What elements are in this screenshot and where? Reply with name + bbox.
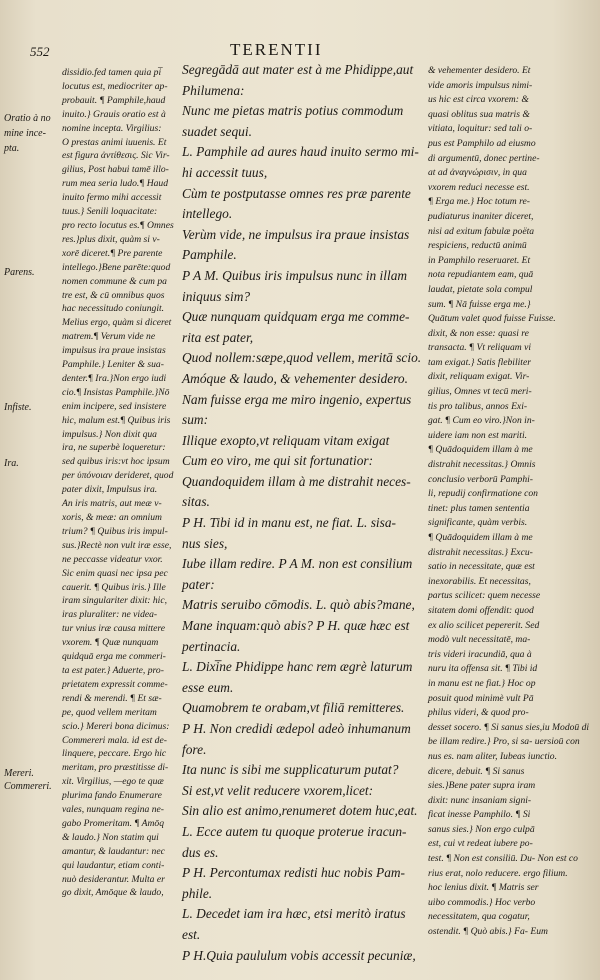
verse-line: P H. Non credidi ædepol adeò inhumanum: [182, 721, 411, 736]
commentary-line: sus.}Rectè non vult iræ esse,: [62, 539, 172, 551]
verse-line: P H.Quia paululum vobis accessit pecuniæ,: [182, 947, 416, 963]
commentary-line: hic, malum est.¶ Quibus iris: [62, 414, 171, 426]
commentary-line: rius erat, nolo reducere. ergo filium.: [428, 867, 568, 879]
commentary-line: nisi ad exitum fabulæ poëta: [428, 225, 535, 237]
commentary-line: philus videri, & quod pro-: [428, 707, 529, 719]
commentary-line: gabo Promeritam. ¶ Amōq: [62, 817, 165, 829]
commentary-line: ira, ne superbè loqueretur:: [62, 442, 166, 454]
commentary-line: rendi & merendi. ¶ Et sæ-: [62, 692, 162, 704]
commentary-line: inuito.} Grauis oratio est à: [62, 108, 166, 120]
verse-line: rita est pater,: [182, 329, 254, 345]
commentary-line: hoc lenius dixit. ¶ Matris ser: [428, 882, 539, 894]
margin-note: pta.: [4, 143, 20, 154]
commentary-line: vales, nunquam regina ne-: [62, 804, 164, 816]
verse-line: sitas.: [182, 494, 210, 510]
verse-line: Cum eo viro, me qui sit fortunatior:: [182, 453, 374, 469]
commentary-line: pudiaturus inaniter diceret,: [428, 210, 534, 222]
commentary-line: per ὑπόνοιαν derideret, quod: [62, 470, 174, 482]
commentary-line: us hic est circa vxorem: &: [428, 94, 529, 106]
verse-line: Cùm te postputasse omnes res præ parente: [182, 185, 411, 201]
verse-line: Illique exopto,vt reliquam vitam exigat: [182, 432, 390, 448]
commentary-line: qui laudantur, etiam conti-: [62, 859, 165, 871]
verse-line: Quod nollem:sæpe,quod vellem, meritā scio.: [182, 350, 422, 366]
commentary-line: prietatem expressit comme-: [62, 678, 168, 690]
commentary-line: nomine incepta. Virgilius:: [62, 122, 162, 134]
verse-line: sum:: [182, 412, 209, 428]
commentary-line: dixit, & non esse: quasi re: [428, 327, 529, 339]
verse-line: Pamphile.: [182, 247, 237, 263]
commentary-line: in Pamphilo reseruaret. Et: [428, 254, 531, 266]
verse-line: Sin alio est animo,renumeret dotem huc,eat.: [182, 803, 418, 819]
commentary-line: probauit. ¶ Pamphile,haud: [62, 94, 166, 106]
commentary-line: ex alio scilicet pepererit. Sed: [428, 619, 540, 631]
commentary-line: dicere, debuit. ¶ Si sanus: [428, 765, 525, 777]
commentary-line: vitiata, loquitur: sed tali o-: [428, 123, 533, 135]
commentary-line: tris videri iracundiā, qua à: [428, 648, 532, 660]
commentary-right-column: [428, 64, 596, 940]
commentary-line: quasi oblitus sua matris &: [428, 108, 530, 120]
commentary-line: enim incipere, sed insistere: [62, 400, 167, 412]
margin-note: Ira.: [4, 458, 19, 469]
commentary-line: modò vult necessitatē, ma-: [428, 634, 531, 646]
commentary-line: respiciens, reductū animū: [428, 240, 527, 252]
commentary-line: di argumentū, donec pertine-: [428, 152, 540, 164]
commentary-line: sed quibus iris:vt hoc ipsum: [62, 456, 170, 468]
folio-number: 552: [30, 44, 50, 59]
verse-line: L. Decedet iam ira hæc, etsi meritò iratus: [182, 906, 406, 922]
verse-line: pertinacia.: [182, 638, 241, 654]
commentary-line: Melius ergo, quàm si diceret: [62, 317, 172, 329]
commentary-line: gat. ¶ Cum eo viro.}Non in-: [428, 415, 535, 427]
commentary-line: hac necessitudo coniungit.: [62, 303, 165, 315]
commentary-line: linquere, peccare. Ergo hic: [62, 748, 167, 760]
commentary-line: Pamphile.} Leniter & sua-: [62, 359, 164, 371]
commentary-line: ¶ Quādoquidem illam à me: [428, 532, 533, 543]
margin-note: Parens.: [4, 267, 35, 278]
verse-line: Ita nunc is sibi me supplicaturum putat?: [182, 762, 399, 778]
commentary-line: inexorabilis. Et necessitas,: [428, 575, 531, 587]
verse-line: Matris seruibo cōmodis. L. quò abis?mane,: [182, 597, 415, 613]
verse-line: Iube illam redire. P A M. non est consilium: [182, 556, 413, 572]
commentary-line: satio in necessitate, quæ est: [428, 561, 535, 573]
verse-line: Mane inquam:quò abis? P H. quæ hæc est: [182, 618, 410, 634]
commentary-line: nomen commune & cum pa: [62, 275, 167, 287]
commentary-line: gilius, Omnes vt tecū meri-: [428, 386, 532, 398]
verse-line: L. Dixi̅ne Phidippe hanc rem ægrè laturum: [182, 659, 413, 675]
commentary-line: in manu est ne fiat.} Hoc op: [428, 677, 536, 689]
commentary-line: vide amoris impulsus nimi-: [428, 79, 533, 91]
commentary-line: pe, quod vellem meritam: [62, 706, 157, 718]
verse-line: Si est,vt velit reducere vxorem,licet:: [182, 782, 374, 798]
commentary-line: sum. ¶ Nā fuisse erga me.}: [428, 298, 531, 310]
verse-line: Quandoquidem illam à me distrahit neces-: [182, 473, 411, 489]
commentary-line: cauerit. ¶ Quibus iris.} Ille: [62, 581, 166, 593]
commentary-line: tinet: plus tamen sententia: [428, 502, 530, 514]
verse-line: L. Pamphile ad aures haud inuito sermo mi-: [182, 144, 419, 160]
margin-note: mine ince-: [4, 128, 46, 139]
commentary-line: xoris, & meæ: an omnium: [62, 512, 162, 523]
commentary-line: quidquā erga me commeri-: [62, 651, 166, 663]
commentary-line: nota repudiantem eam, quā: [428, 269, 534, 281]
commentary-line: xit. Virgilius, —ego te quæ: [62, 776, 164, 788]
commentary-line: nuru ita offensa sit. ¶ Tibi id: [428, 663, 538, 675]
verse-line: esse eum.: [182, 679, 234, 695]
commentary-line: pus est Pamphilo ad eiusmo: [428, 137, 536, 149]
commentary-line: dixit: nunc insaniam signi-: [428, 794, 532, 806]
commentary-line: distrahit necessitas.} Omnis: [428, 459, 536, 471]
verse-line: Quæ nunquam quidquam erga me comme-: [182, 309, 410, 325]
verse-line: fore.: [182, 741, 207, 757]
commentary-line: at ad ἀναγνώρισιν, in qua: [428, 167, 527, 179]
commentary-line: ostendit. ¶ Quò abis.} Fa- Eum: [428, 926, 548, 938]
commentary-line: est figura ἀντίθεσις. Sic Vir-: [62, 150, 170, 162]
commentary-line: xorē diceret.¶ Pre parente: [62, 247, 163, 259]
verse-line: Nam fuisse erga me miro ingenio, expertus: [182, 391, 412, 407]
commentary-line: Commereri mala. id est de-: [62, 734, 167, 746]
commentary-line: intellego.}Bene parēte:quod: [62, 261, 171, 273]
commentary-line: impulsus ira praue insistas: [62, 345, 166, 357]
commentary-line: rum mea seria ludo.¶ Haud: [62, 178, 169, 190]
play-text-column: [182, 60, 422, 966]
commentary-line: matrem.¶ Verum vide ne: [62, 331, 156, 343]
verse-line: P H. Tibi id in manu est, ne fiat. L. sisa-: [182, 515, 397, 531]
verse-line: suadet sequi.: [182, 123, 252, 139]
verse-line: pater:: [182, 576, 215, 592]
commentary-line: necessitatem, qua cogatur,: [428, 911, 530, 923]
commentary-line: dixit, reliquam exigat. Vir-: [428, 371, 530, 383]
verse-line: hi accessit tuus,: [182, 164, 268, 180]
commentary-line: res.}plus dixit, quàm si v-: [62, 233, 160, 245]
commentary-line: dissidio.fed tamen quia pi̅: [62, 67, 162, 78]
commentary-line: gilius, Post habui tamē illo-: [62, 164, 169, 176]
verse-line: intellego.: [182, 206, 233, 222]
commentary-line: nuò desiderantur. Multa er: [62, 873, 165, 885]
commentary-line: tam exigat.} Satis flebiliter: [428, 356, 531, 368]
commentary-line: desset socero. ¶ Si sanus sies,iu Modoū di: [428, 721, 590, 733]
commentary-line: posuit quod minimè vult Pā: [428, 692, 534, 704]
commentary-line: denter.¶ Ira.}Non ergo iudi: [62, 372, 167, 384]
verse-line: Philumena:: [182, 82, 245, 98]
commentary-line: partus scilicet: quem necesse: [428, 590, 541, 602]
commentary-line: meritam, pro præstitisse di-: [62, 762, 169, 774]
commentary-line: test. ¶ Non est consiliū. Du- Non est co: [428, 853, 578, 865]
margin-note: Oratio à no: [4, 113, 51, 124]
commentary-line: tre est, & cū omnibus quos: [62, 289, 165, 301]
commentary-line: trium? ¶ Quibus iris impul-: [62, 525, 168, 537]
margin-note: Infiste.: [4, 402, 32, 413]
commentary-line: conclusio verborū Pamphi-: [428, 473, 533, 485]
commentary-line: ta est pater.} Aduerte, pro-: [62, 664, 164, 676]
verse-line: Quamobrem te orabam,vt filiā remitteres.: [182, 700, 405, 716]
commentary-line: sitatem domi offendit: quod: [428, 604, 534, 616]
commentary-line: tis pro talibus, annos Exi-: [428, 400, 528, 412]
commentary-line: scio.} Mereri bona dicimus:: [62, 720, 170, 732]
commentary-line: tur vnius iræ causa mittere: [62, 623, 166, 635]
verse-line: iniquus sim?: [182, 288, 251, 304]
commentary-line: An iris matris, aut meæ v-: [62, 498, 162, 510]
commentary-line: sanus sies.} Non ergo culpā: [428, 823, 535, 835]
commentary-line: ne peccasse videatur vxor.: [62, 553, 163, 565]
commentary-line: O prestas animi iuuenis. Et: [62, 136, 167, 148]
running-head: TERENTII: [230, 40, 323, 59]
commentary-line: tuus.} Senili loquacitate:: [62, 206, 158, 218]
commentary-line: iram singulariter dixit: hic,: [62, 595, 167, 607]
verse-line: Nunc me pietas matris potius commodum: [182, 103, 404, 119]
commentary-line: & laudo.} Non statim qui: [62, 831, 159, 843]
commentary-line: pater dixit, Impulsus ira.: [62, 484, 158, 496]
commentary-line: cio.¶ Insistas Pamphile.}Nō: [62, 386, 170, 398]
verse-line: Segregādā aut mater est à me Phidippe,aut: [182, 62, 414, 77]
commentary-line: go dixit, Amōque & laudo,: [62, 887, 164, 899]
commentary-line: laudat, pietate sola compul: [428, 283, 533, 295]
commentary-line: vxorem. ¶ Quæ nunquam: [62, 637, 159, 649]
commentary-line: significante, quàm verbis.: [428, 517, 528, 529]
verse-line: Verùm vide, ne impulsus ira praue insistas: [182, 226, 410, 242]
commentary-line: ficat inesse Pamphilo. ¶ Si: [428, 809, 531, 821]
verse-line: est.: [182, 926, 201, 942]
commentary-line: distrahit necessitas.} Excu-: [428, 546, 533, 558]
commentary-line: sies.}Bene pater supra iram: [428, 780, 536, 792]
commentary-line: iras pluraliter: ne videa-: [62, 609, 158, 621]
commentary-line: Quātum valet quod fuisse Fuisse.: [428, 313, 556, 325]
commentary-line: transacta. ¶ Vt reliquam vi: [428, 342, 531, 354]
commentary-line: pro recto locutus es.¶ Omnes: [62, 219, 174, 231]
commentary-line: impulsus.} Non dixit qua: [62, 428, 157, 440]
commentary-line: est, cui vt redeat iubere po-: [428, 838, 533, 850]
commentary-line: amantur, & laudantur: nec: [62, 845, 165, 857]
commentary-line: ¶ Quādoquidem illam à me: [428, 444, 533, 456]
verse-line: nus sies,: [182, 535, 228, 551]
commentary-line: vxorem reduci necesse est.: [428, 181, 530, 193]
commentary-line: & vehementer desidero. Et: [428, 65, 531, 76]
commentary-line: plurima fando Enumerare: [62, 790, 162, 802]
commentary-line: Sic enim quasi nec ipsa pec: [62, 567, 168, 579]
commentary-line: locutus est, mediocriter ap-: [62, 80, 168, 92]
commentary-line: inuito fermo mihi accessit: [62, 192, 162, 204]
commentary-line: ¶ Erga me.} Hoc totum re-: [428, 196, 530, 208]
commentary-line: nus es. nam aliter, Iubeas iunctio.: [428, 750, 557, 762]
commentary-line: be illam redire.} Pro, si sa- uersioū con: [428, 736, 580, 748]
verse-line: Amóque & laudo, & vehementer desidero.: [182, 370, 408, 386]
verse-line: P H. Percontumax redisti huc nobis Pam-: [182, 865, 406, 881]
verse-line: phile.: [182, 885, 213, 901]
verse-line: L. Ecce autem tu quoque proterue iracun-: [182, 823, 407, 839]
margin-note: Mereri.: [4, 768, 34, 779]
commentary-line: li, repudij confirmatione con: [428, 488, 538, 500]
verse-line: dus es.: [182, 844, 219, 860]
commentary-line: uidere iam non est mariti.: [428, 429, 528, 441]
commentary-line: uibo commodis.} Hoc verbo: [428, 896, 536, 908]
commentary-left-column: [62, 66, 178, 900]
verse-line: P A M. Quibus iris impulsus nunc in illam: [182, 267, 408, 283]
margin-note: Commereri.: [4, 781, 52, 792]
